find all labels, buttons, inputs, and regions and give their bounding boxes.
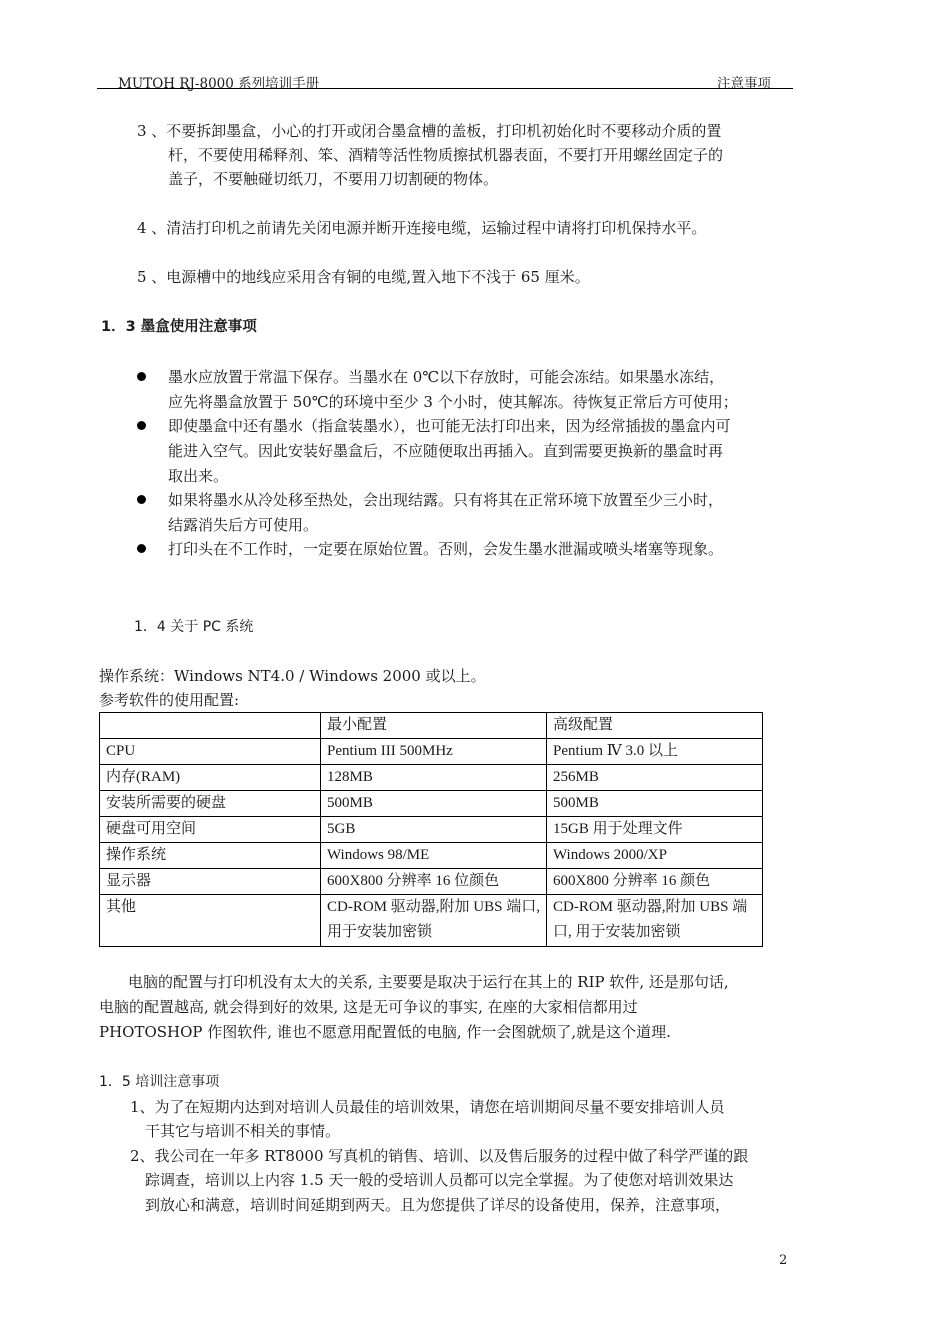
paragraph-line-2: 电脑的配置越高, 就会得到好的效果, 这是无可争议的事实, 在座的大家相信都用过 — [99, 998, 638, 1016]
table-header-cell: 最小配置 — [321, 713, 547, 739]
table-row — [100, 895, 763, 947]
table-cell: 15GB 用于处理文件 — [547, 817, 763, 843]
table-row — [100, 739, 763, 765]
section-1-3-heading: 1．3 墨盒使用注意事项 — [101, 319, 257, 335]
table-cell: 安装所需要的硬盘 — [100, 791, 321, 817]
table-row — [100, 817, 763, 843]
bullet-dot — [137, 372, 146, 381]
table-cell: CD-ROM 驱动器,附加 UBS 端口, 用于安装加密锁 — [547, 895, 763, 947]
training-item-1-line-1: 1、为了在短期内达到对培训人员最佳的培训效果，请您在培训期间尽量不要安排培训人员 — [130, 1098, 725, 1116]
intro-item-3-line-3: 盖子，不要触碰切纸刀，不要用刀切割硬的物体。 — [168, 170, 499, 188]
table-header-row — [100, 713, 763, 739]
table-cell: 500MB — [547, 791, 763, 817]
table-cell: 显示器 — [100, 869, 321, 895]
table-cell: 600X800 分辨率 16 位颜色 — [321, 869, 547, 895]
table-cell: 硬盘可用空间 — [100, 817, 321, 843]
intro-item-4: 4 、清洁打印机之前请先关闭电源并断开连接电缆，运输过程中请将打印机保持水平。 — [137, 219, 707, 237]
bullet-4-line-1: 打印头在不工作时，一定要在原始位置。否则，会发生墨水泄漏或喷头堵塞等现象。 — [168, 540, 724, 558]
table-cell: 操作系统 — [100, 843, 321, 869]
training-item-2-line-1: 2、我公司在一年多 RT8000 写真机的销售、培训、以及售后服务的过程中做了科学严谨的跟 — [130, 1147, 749, 1165]
bullet-2-line-3: 取出来。 — [168, 467, 229, 485]
intro-item-5: 5 、电源槽中的地线应采用含有铜的电缆,置入地下不浅于 65 厘米。 — [137, 268, 590, 286]
training-item-2-line-2: 踪调查，培训以上内容 1.5 天一般的受培训人员都可以完全掌握。为了使您对培训效果达 — [145, 1171, 734, 1189]
table-cell: CPU — [100, 739, 321, 765]
bullet-2-line-1: 即使墨盒中还有墨水（指盒装墨水），也可能无法打印出来，因为经常插拔的墨盒内可 — [168, 417, 731, 435]
training-item-2-line-3: 到放心和满意，培训时间延期到两天。且为您提供了详尽的设备使用，保养，注意事项， — [145, 1196, 731, 1214]
os-line: 操作系统：Windows NT4.0 / Windows 2000 或以上。 — [99, 667, 486, 685]
table-cell: Pentium Ⅳ 3.0 以上 — [547, 739, 763, 765]
bullet-3-line-1: 如果将墨水从冷处移至热处，会出现结露。只有将其在正常环境下放置至少三小时， — [168, 491, 724, 509]
table-cell: 256MB — [547, 765, 763, 791]
table-cell: 500MB — [321, 791, 547, 817]
bullet-1-line-1: 墨水应放置于常温下保存。当墨水在 0℃以下存放时，可能会冻结。如果墨水冻结， — [168, 368, 725, 386]
intro-item-3-line-2: 杆，不要使用稀释剂、笨、酒精等活性物质擦拭机器表面，不要打开用螺丝固定子的 — [168, 146, 724, 164]
table-cell: 128MB — [321, 765, 547, 791]
table-cell: 其他 — [100, 895, 321, 947]
table-cell: 600X800 分辨率 16 颜色 — [547, 869, 763, 895]
table-cell: Pentium III 500MHz — [321, 739, 547, 765]
table-header-cell — [100, 713, 321, 739]
table-cell: CD-ROM 驱动器,附加 UBS 端口, 用于安装加密锁 — [321, 895, 547, 947]
table-header-cell: 高级配置 — [547, 713, 763, 739]
bullet-2-line-2: 能进入空气。因此安装好墨盒后，不应随便取出再插入。直到需要更换新的墨盒时再 — [168, 442, 724, 460]
paragraph-line-1: 电脑的配置与打印机没有太大的关系, 主要要是取决于运行在其上的 RIP 软件, 还是那句话, — [128, 973, 729, 991]
table-cell: 内存(RAM) — [100, 765, 321, 791]
header-section: 注意事项 — [717, 76, 771, 92]
bullet-dot — [137, 544, 146, 553]
paragraph-line-3: PHOTOSHOP 作图软件, 谁也不愿意用配置低的电脑, 作一会图就烦了,就是这个道理. — [99, 1023, 671, 1041]
training-item-1-line-2: 干其它与培训不相关的事情。 — [145, 1122, 341, 1140]
bullet-dot — [137, 421, 146, 430]
header-title: MUTOH RJ-8000 系列培训手册 — [118, 76, 320, 92]
intro-item-3-line-1: 3 、不要拆卸墨盒，小心的打开或闭合墨盒槽的盖板，打印机初始化时不要移动介质的置 — [137, 122, 722, 140]
table-cell: Windows 2000/XP — [547, 843, 763, 869]
section-1-4-heading: 1．4 关于 PC 系统 — [134, 619, 254, 635]
table-row — [100, 869, 763, 895]
page-number: 2 — [779, 1253, 788, 1268]
table-cell: Windows 98/ME — [321, 843, 547, 869]
section-1-5-heading: 1．5 培训注意事项 — [99, 1074, 220, 1090]
bullet-1-line-2: 应先将墨盒放置于 50℃的环境中至少 3 个小时，使其解冻。待恢复正常后方可使用； — [168, 393, 738, 411]
table-row — [100, 843, 763, 869]
bullet-dot — [137, 495, 146, 504]
header-rule — [97, 88, 793, 89]
table-row — [100, 765, 763, 791]
bullet-3-line-2: 结露消失后方可使用。 — [168, 516, 319, 534]
table-row — [100, 791, 763, 817]
ref-config-line: 参考软件的使用配置: — [99, 691, 240, 709]
table-cell: 5GB — [321, 817, 547, 843]
config-table — [99, 712, 763, 947]
